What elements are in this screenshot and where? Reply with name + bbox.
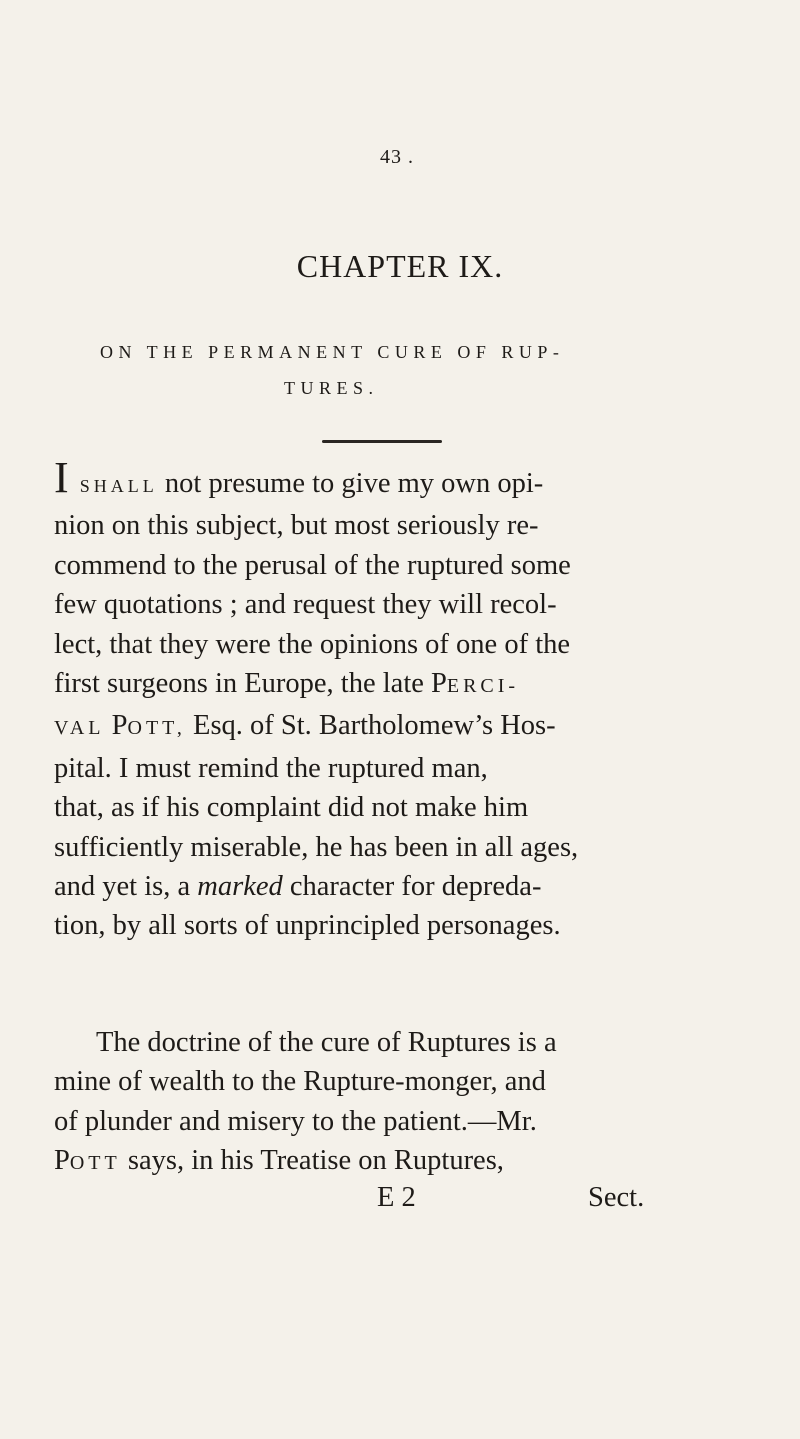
text-line: of plunder and misery to the patient.—Mr. [54, 1105, 537, 1137]
text-line [54, 867, 754, 906]
surname-rest: OTT, [127, 717, 186, 740]
surname-initial: P [111, 710, 128, 742]
surname-smallcaps [111, 710, 186, 742]
text-line: The doctrine of the cure of Ruptures is a [96, 1027, 557, 1058]
text-fragment: says, in his Treatise on Ruptures, [127, 1145, 504, 1177]
name-initial: P [431, 668, 447, 700]
text-line: tion, by all sorts of unprincipled personages. [54, 910, 561, 942]
text-fragment: not presume to give my own opi- [164, 468, 544, 499]
page-number: 43 . [380, 146, 414, 168]
section-title [100, 334, 720, 406]
text-line [54, 453, 754, 506]
text-line: nion on this subject, but most seriously re- [54, 510, 539, 542]
text-line: commend to the perusal of the ruptured some [54, 549, 571, 581]
catchword: Sect. [588, 1182, 645, 1213]
text-line [54, 664, 754, 706]
text-line: sufficiently miserable, he has been in all ages, [54, 831, 579, 863]
signature-mark: E 2 [377, 1182, 416, 1213]
drop-cap: I [54, 453, 69, 502]
text-fragment: character for depreda- [289, 871, 542, 903]
name-rest: ERCI- [446, 675, 520, 698]
text-line: lect, that they were the opinions of one of the [54, 628, 571, 660]
paragraph-1 [54, 453, 754, 946]
name-smallcaps [54, 1145, 121, 1177]
name-smallcaps [431, 668, 520, 700]
name-smallcaps: VAL [54, 717, 105, 740]
name-initial: P [54, 1145, 70, 1177]
text-line [54, 706, 754, 748]
paragraph-2 [54, 1023, 754, 1184]
section-title-line-1: ON THE PERMANENT CURE OF RUP- [100, 342, 565, 362]
text-line: pital. I must remind the ruptured man, [54, 752, 488, 784]
section-title-line-2: TURES. [284, 378, 379, 398]
text-line: mine of wealth to the Rupture-monger, and [54, 1066, 546, 1098]
text-fragment: and yet is, a [54, 871, 191, 903]
text-fragment: Esq. of St. Bartholomew’s Hos- [193, 710, 556, 742]
italic-word: marked [197, 871, 283, 903]
text-line: few quotations ; and request they will recol- [54, 589, 557, 621]
text-fragment: first surgeons in Europe, the late [54, 668, 424, 700]
text-line: that, as if his complaint did not make him [54, 792, 529, 824]
name-rest: OTT [69, 1152, 121, 1175]
chapter-heading: CHAPTER IX. [296, 248, 504, 284]
ornamental-rule [322, 440, 442, 443]
small-caps-word: SHALL [79, 476, 158, 496]
